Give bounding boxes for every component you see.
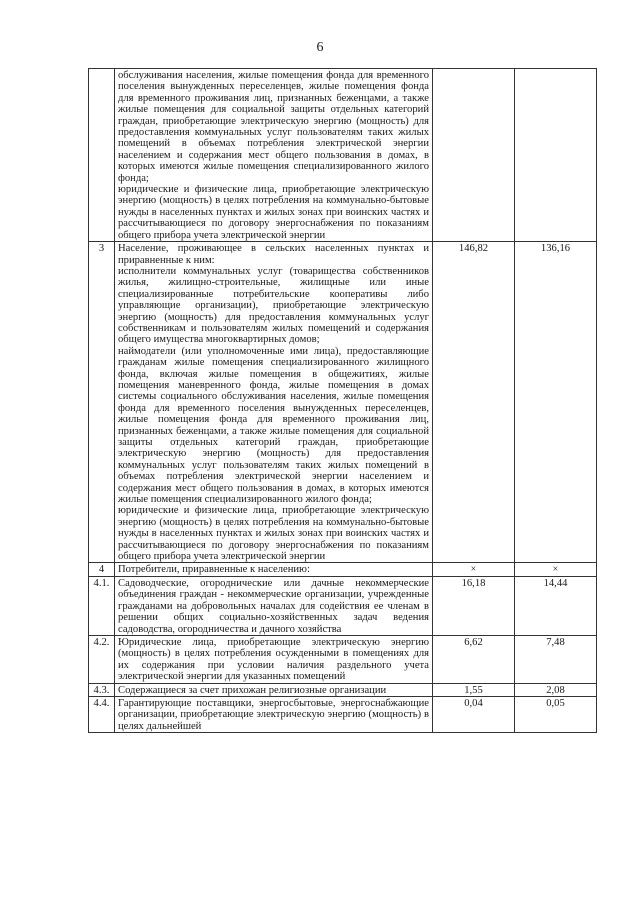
row-description	[115, 696, 433, 732]
table-row	[89, 696, 597, 732]
row-description	[115, 242, 433, 563]
description-paragraph: Содержащиеся за счет прихожан религиозные организации	[118, 684, 387, 696]
row-number: 4	[89, 563, 115, 576]
tariff-value-second-half: 2,08	[515, 683, 597, 696]
tariff-value-first-half: 16,18	[433, 576, 515, 635]
tariff-value-second-half: 7,48	[515, 635, 597, 683]
tariff-table-body	[89, 69, 597, 733]
description-paragraph: исполнители коммунальных услуг (товарищества собственников жилья, жилищно-строительные, жилищные или иные специализированные потребительские кооперативы либо управляющие организации), приобретающие электрическую энергию (мощность) для предоставления коммунальных услуг собственникам и пользователям жилых помещений и содержания общего имущества многоквартирных домов;	[118, 265, 429, 346]
row-description	[115, 563, 433, 576]
table-row	[89, 635, 597, 683]
table-row	[89, 69, 597, 242]
row-number: 4.2.	[89, 635, 115, 683]
description-paragraph: Садоводческие, огороднические или дачные некоммерческие объединения граждан - некоммерческие организации, учрежденные гражданами на добровольных началах для содействия ее членам в решении общих социально-хозяйственных задач ведения садоводства, огородничества и дачного хозяйства	[118, 577, 429, 635]
tariff-value-second-half: 14,44	[515, 576, 597, 635]
tariff-value-second-half: 136,16	[515, 242, 597, 563]
tariff-value-first-half: 146,82	[433, 242, 515, 563]
row-number: 4.1.	[89, 576, 115, 635]
table-row	[89, 576, 597, 635]
tariff-value-first-half: 0,04	[433, 696, 515, 732]
row-number: 4.3.	[89, 683, 115, 696]
row-description	[115, 683, 433, 696]
description-paragraph: обслуживания населения, жилые помещения фонда для временного поселения вынужденных переселенцев, жилые помещения фонда для временного проживания лиц, признанных беженцами, а также жилые помещения для социальной защиты отдельных категорий граждан, приобретающие электрическую энергию (мощность) для предоставления коммунальных услуг пользователям таких жилых помещений в объемах потребления электрической энергии населением и содержания мест общего пользования в домах, в которых имеются жилые помещения специализированного жилого фонда;	[118, 70, 429, 184]
row-number: 4.4.	[89, 696, 115, 732]
description-paragraph: юридические и физические лица, приобретающие электрическую энергию (мощность) в целях потребления на коммунально-бытовые нужды в населенных пунктах и жилых зонах при воинских частях и рассчитывающиеся по договору энергоснабжения по показаниям общего прибора учета электрической энергии	[118, 505, 429, 563]
description-paragraph: наймодатели (или уполномоченные ими лица), предоставляющие гражданам жилые помещения специализированного жилищного фонда, включая жилые помещения в общежитиях, жилые помещения маневренного фонда, жилые помещения в домах системы социального обслуживания населения, жилые помещения фонда для временного поселения вынужденных переселенцев, жилые помещения фонда для временного проживания лиц, признанных беженцами, а также жилые помещения для социальной защиты отдельных категорий граждан, приобретающие электрическую энергию (мощность) для предоставления коммунальных услуг пользователям таких жилых помещений в объемах потребления электрической энергии населением и содержания мест общего пользования в домах, в которых имеются жилые помещения специализированного жилого фонда;	[118, 345, 429, 506]
table-row	[89, 563, 597, 576]
table-row	[89, 242, 597, 563]
page-number: 6	[316, 40, 324, 55]
row-description	[115, 635, 433, 683]
description-paragraph: Юридические лица, приобретающие электрическую энергию (мощность) в целях потребления осужденными в помещениях для их содержания при условии наличия раздельного учета электрической энергии для указанных помещений	[118, 636, 429, 683]
description-paragraph: юридические и физические лица, приобретающие электрическую энергию (мощность) в целях потребления на коммунально-бытовые нужды в населенных пунктах и жилых зонах при воинских частях и рассчитывающиеся по договору энергоснабжения по показаниям общего прибора учета электрической энергии	[118, 184, 429, 241]
tariff-value-first-half: 6,62	[433, 635, 515, 683]
tariff-value-second-half: 0,05	[515, 696, 597, 732]
description-paragraph: Потребители, приравненные к населению:	[118, 564, 310, 576]
tariff-value-second-half	[515, 69, 597, 242]
tariff-value-first-half: ×	[433, 563, 515, 576]
row-description	[115, 576, 433, 635]
tariff-value-second-half: ×	[515, 563, 597, 576]
description-paragraph: Гарантирующие поставщики, энергосбытовые, энергоснабжающие организации, приобретающие электрическую энергию (мощность) в целях дальнейшей	[118, 697, 429, 732]
row-number: 3	[89, 242, 115, 563]
row-description	[115, 69, 433, 242]
table-row	[89, 683, 597, 696]
description-paragraph: Население, проживающее в сельских населенных пунктах и приравненные к ним:	[118, 243, 429, 266]
tariff-table	[88, 68, 597, 733]
tariff-value-first-half	[433, 69, 515, 242]
tariff-value-first-half: 1,55	[433, 683, 515, 696]
row-number	[89, 69, 115, 242]
